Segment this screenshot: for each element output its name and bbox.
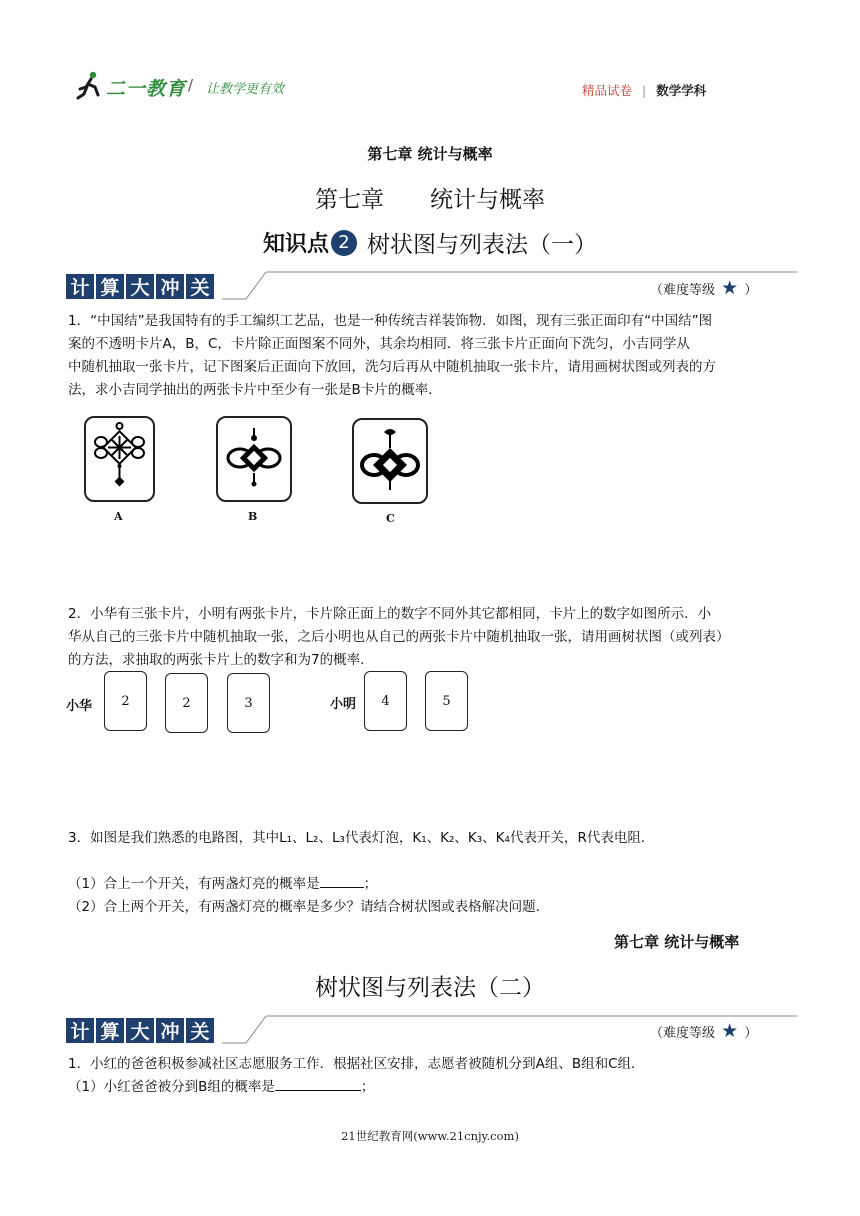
- header-tag-subject: 数学学科: [656, 83, 707, 98]
- star-icon: ★: [721, 277, 739, 299]
- q3-sub1-text: （1）合上一个开关，有两盏灯亮的概率是: [68, 876, 320, 892]
- chapter-small-title: 第七章 统计与概率: [367, 145, 493, 163]
- logo-slash: /: [188, 76, 194, 94]
- q3-sub1-end: ；: [363, 876, 378, 892]
- section2-title: 树状图与列表法（二）: [315, 975, 545, 1001]
- footer-text: 21世纪教育网(www.21cnjy.com): [341, 1129, 519, 1143]
- badge-char: 算: [96, 1018, 124, 1043]
- question-3-part-1: [68, 873, 377, 896]
- logo-text: 二一教育: [106, 78, 187, 100]
- q1-line: 中随机抽取一张卡片，记下图案后正面向下放回，洗匀后再从中随机抽取一张卡片，请用画树状图或列表的方: [68, 359, 716, 375]
- header-right: [582, 81, 706, 99]
- difficulty-close: ）: [744, 1026, 758, 1041]
- number-card: 3: [227, 673, 270, 733]
- badge-char: 关: [186, 274, 214, 299]
- badge-char: 大: [126, 274, 154, 299]
- s2q1-sub1-text: （1）小红爸爸被分到B组的概率是: [68, 1079, 275, 1095]
- question-2: [68, 603, 798, 672]
- xiaoming-label: 小明: [330, 697, 357, 712]
- challenge-badge: [66, 274, 214, 299]
- question-3-part-2: （2）合上两个开关，有两盏灯亮的概率是多少？请结合树状图或表格解决问题．: [68, 899, 550, 915]
- badge-char: 关: [186, 1018, 214, 1043]
- section2-question-1: 1．小红的爸爸积极参减社区志愿服务工作．根据社区安排，志愿者被随机分到A组、B组和C组．: [68, 1056, 645, 1072]
- difficulty-label: （难度等级: [650, 283, 716, 298]
- question-1: [68, 310, 798, 402]
- badge-char: 计: [66, 274, 94, 299]
- q1-line: 案的不透明卡片A，B，C，卡片除正面图案不同外，其余均相同．将三张卡片正面向下洗匀，小吉同学从: [68, 336, 690, 352]
- kp-prefix: 知识点: [262, 232, 329, 257]
- card-label-b: B: [248, 510, 258, 523]
- s2q1-sub1-end: ；: [360, 1079, 375, 1095]
- badge-char: 算: [96, 274, 124, 299]
- badge-char: 冲: [156, 274, 184, 299]
- chinese-knot-icon: [218, 418, 290, 500]
- difficulty-level: [650, 1020, 757, 1042]
- card-label-c: C: [386, 512, 395, 525]
- q1-line: 法，求小吉同学抽出的两张卡片中至少有一张是B卡片的概率．: [68, 382, 442, 398]
- kp-title: 树状图与列表法（一）: [367, 232, 597, 258]
- chinese-knot-icon: [86, 418, 153, 500]
- header-tag-paper: 精品试卷: [582, 83, 633, 98]
- logo-slogan: 让教学更有效: [206, 82, 285, 97]
- answer-blank: [320, 873, 364, 888]
- running-man-icon: [76, 70, 104, 100]
- knot-card-b: [216, 416, 292, 502]
- chapter-title: 第七章 统计与概率: [315, 187, 545, 213]
- badge-char: 计: [66, 1018, 94, 1043]
- number-card: 2: [104, 671, 147, 731]
- knowledge-point-heading: [0, 226, 860, 259]
- number-card: 2: [165, 673, 208, 733]
- q1-line: 1．“中国结”是我国特有的手工编织工艺品，也是一种传统吉祥装饰物．如图，现有三张正面印有“中国结”图: [68, 313, 713, 329]
- q2-line: 的方法，求抽取的两张卡片上的数字和为7的概率．: [68, 652, 374, 668]
- challenge-badge: [66, 1018, 214, 1043]
- card-label-a: A: [114, 510, 123, 523]
- knot-card-c: [352, 418, 428, 504]
- section2-small-title: 第七章 统计与概率: [614, 933, 740, 951]
- header-separator: |: [642, 83, 647, 98]
- q2-line: 华从自己的三张卡片中随机抽取一张，之后小明也从自己的两张卡片中随机抽取一张，请用画树状图（或列表）: [68, 629, 730, 645]
- knot-card-a: [84, 416, 155, 502]
- header-logo: [76, 68, 316, 104]
- chinese-knot-icon: [354, 420, 426, 502]
- number-card: 5: [425, 671, 468, 731]
- answer-blank: [275, 1076, 361, 1091]
- difficulty-label: （难度等级: [650, 1026, 716, 1041]
- q2-line: 2．小华有三张卡片，小明有两张卡片，卡片除正面上的数字不同外其它都相同，卡片上的数字如图所示．小: [68, 606, 712, 622]
- kp-number-badge: 2: [331, 230, 357, 256]
- section2-question-1-part-1: [68, 1076, 374, 1099]
- badge-char: 大: [126, 1018, 154, 1043]
- number-card: 4: [364, 671, 407, 731]
- difficulty-level: [650, 277, 757, 299]
- question-3: 3．如图是我们熟悉的电路图，其中L₁、L₂、L₃代表灯泡，K₁、K₂、K₃、K₄代表开关，R代表电阻．: [68, 830, 655, 846]
- difficulty-close: ）: [744, 283, 758, 298]
- xiaohua-label: 小华: [66, 699, 93, 714]
- star-icon: ★: [721, 1020, 739, 1042]
- badge-char: 冲: [156, 1018, 184, 1043]
